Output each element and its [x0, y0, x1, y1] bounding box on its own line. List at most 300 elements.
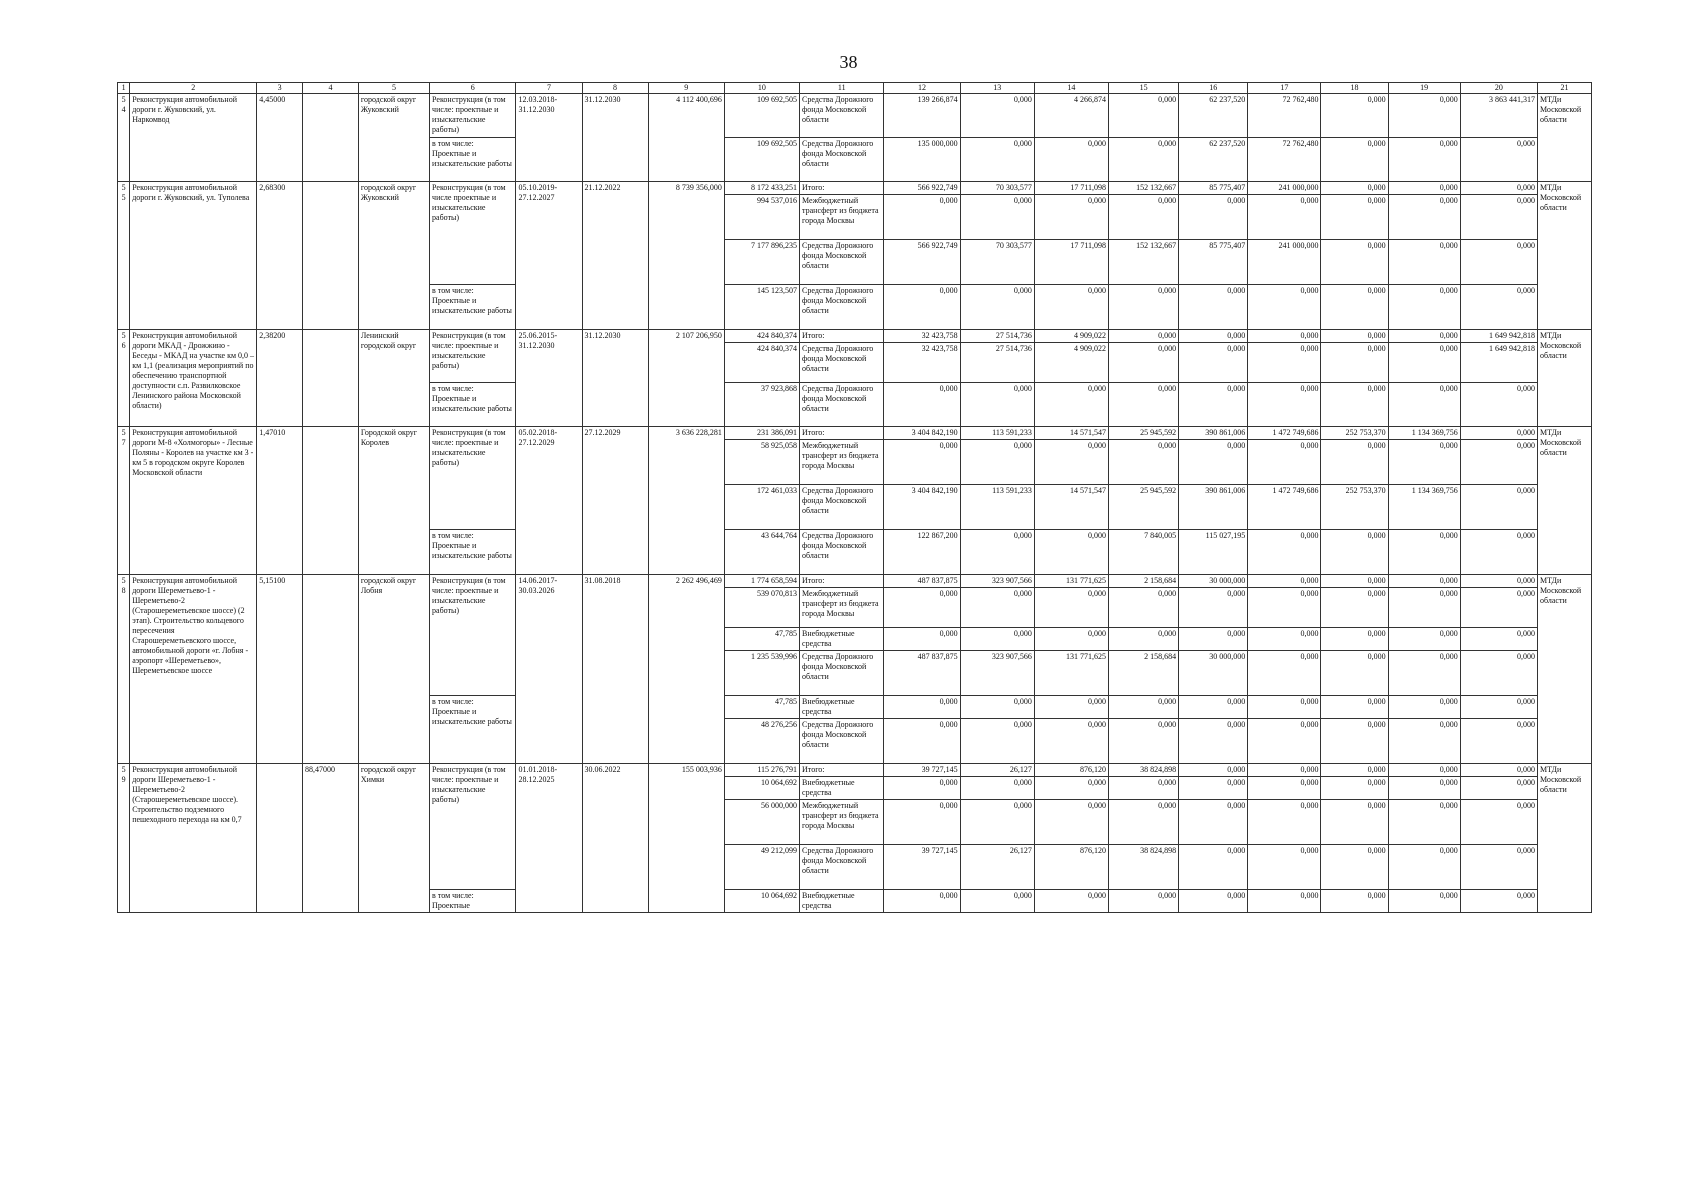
year-value: 26,127: [960, 764, 1034, 777]
year-value: 0,000: [1460, 651, 1537, 696]
year-value: 0,000: [960, 383, 1034, 427]
work-type-sub: в том числе: Проектные и изыскательские работы: [430, 696, 516, 764]
year-value: 0,000: [1388, 182, 1460, 195]
year-value: 0,000: [1248, 651, 1321, 696]
year-value: 0,000: [1109, 696, 1179, 719]
year-value: 152 132,667: [1109, 182, 1179, 195]
financed-amount: 109 692,505: [724, 138, 799, 182]
customer: МТДи Московской области: [1537, 182, 1591, 330]
table-row: [118, 182, 1592, 195]
year-value: 0,000: [1388, 530, 1460, 575]
year-value: 0,000: [884, 440, 960, 485]
year-value: 0,000: [1388, 285, 1460, 330]
year-value: 0,000: [1248, 440, 1321, 485]
funding-source: Средства Дорожного фонда Московской области: [800, 485, 884, 530]
year-value: 0,000: [1109, 343, 1179, 383]
row-number: 54: [118, 94, 130, 182]
object-cost: 2 262 496,469: [648, 575, 724, 764]
year-value: 0,000: [960, 94, 1034, 138]
year-value: 0,000: [1388, 719, 1460, 764]
year-value: 0,000: [1321, 719, 1388, 764]
column-number: 20: [1460, 83, 1537, 94]
funding-source: Итого:: [800, 764, 884, 777]
financed-amount: 48 276,256: [724, 719, 799, 764]
year-value: 0,000: [1388, 845, 1460, 890]
year-value: 0,000: [1321, 138, 1388, 182]
year-value: 0,000: [1179, 195, 1248, 240]
year-value: 0,000: [960, 890, 1034, 913]
year-value: 0,000: [960, 696, 1034, 719]
year-value: 0,000: [1388, 138, 1460, 182]
capacity-value-alt: [302, 330, 358, 427]
funding-source: Внебюджетные средства: [800, 696, 884, 719]
year-value: 62 237,520: [1179, 138, 1248, 182]
year-value: 0,000: [960, 588, 1034, 628]
year-value: 0,000: [1109, 440, 1179, 485]
funding-source: Внебюджетные средства: [800, 890, 884, 913]
year-value: 0,000: [1321, 764, 1388, 777]
year-value: 566 922,749: [884, 240, 960, 285]
municipality: Городской округ Королев: [358, 427, 429, 575]
financed-amount: 145 123,507: [724, 285, 799, 330]
year-value: 0,000: [1388, 890, 1460, 913]
year-value: 0,000: [884, 285, 960, 330]
funding-source: Внебюджетные средства: [800, 628, 884, 651]
year-value: 876,120: [1034, 845, 1108, 890]
page-number: 38: [839, 52, 858, 72]
column-number: 18: [1321, 83, 1388, 94]
customer: МТДи Московской области: [1537, 427, 1591, 575]
year-value: 0,000: [1034, 628, 1108, 651]
year-value: 323 907,566: [960, 651, 1034, 696]
year-value: 38 824,898: [1109, 845, 1179, 890]
object-cost: 3 636 228,281: [648, 427, 724, 575]
year-value: 25 945,592: [1109, 485, 1179, 530]
column-number: 9: [648, 83, 724, 94]
object-cost: 2 107 206,950: [648, 330, 724, 427]
year-value: 0,000: [1388, 588, 1460, 628]
year-value: 0,000: [1460, 588, 1537, 628]
municipality: городской округ Жуковский: [358, 182, 429, 330]
customer: МТДи Московской области: [1537, 94, 1591, 182]
year-value: 0,000: [1460, 777, 1537, 800]
customer: МТДи Московской области: [1537, 330, 1591, 427]
funding-source: Средства Дорожного фонда Московской области: [800, 138, 884, 182]
year-value: 0,000: [1388, 696, 1460, 719]
year-value: 0,000: [1321, 530, 1388, 575]
year-value: 0,000: [1460, 182, 1537, 195]
year-value: 113 591,233: [960, 427, 1034, 440]
year-value: 1 472 749,686: [1248, 485, 1321, 530]
financed-amount: 10 064,692: [724, 890, 799, 913]
year-value: 30 000,000: [1179, 575, 1248, 588]
municipality: городской округ Химки: [358, 764, 429, 913]
year-value: 0,000: [1388, 764, 1460, 777]
year-value: 0,000: [1179, 890, 1248, 913]
funding-source: Итого:: [800, 427, 884, 440]
year-value: 135 000,000: [884, 138, 960, 182]
year-value: 39 727,145: [884, 764, 960, 777]
year-value: 38 824,898: [1109, 764, 1179, 777]
year-value: 0,000: [960, 530, 1034, 575]
year-value: 0,000: [1109, 138, 1179, 182]
year-value: 0,000: [1248, 628, 1321, 651]
year-value: 4 266,874: [1034, 94, 1108, 138]
object-name: Реконструкция автомобильной дороги МКАД - Дрожжино - Беседы - МКАД на участке км 0,0 – км 1,1 (реализация мероприятий по обеспечению транспортной доступности с.п. Развилковское Ленинского района Московской области): [130, 330, 257, 427]
year-value: 0,000: [884, 588, 960, 628]
capacity-value-alt: [302, 94, 358, 182]
financed-amount: 8 172 433,251: [724, 182, 799, 195]
funding-source: Итого:: [800, 182, 884, 195]
year-value: 3 863 441,317: [1460, 94, 1537, 138]
year-value: 3 404 842,190: [884, 427, 960, 440]
object-cost: 155 003,936: [648, 764, 724, 913]
work-type: Реконструкция (в том числе: проектные и изыскательские работы): [430, 764, 516, 890]
column-number: 17: [1248, 83, 1321, 94]
year-value: 0,000: [960, 138, 1034, 182]
year-value: 0,000: [884, 696, 960, 719]
municipality: Ленинский городской округ: [358, 330, 429, 427]
year-value: 0,000: [1388, 575, 1460, 588]
year-value: 0,000: [1248, 195, 1321, 240]
year-value: 0,000: [1321, 440, 1388, 485]
completion-date: 31.08.2018: [582, 575, 648, 764]
capacity-value-alt: [302, 575, 358, 764]
year-value: 0,000: [1109, 588, 1179, 628]
year-value: 1 649 942,818: [1460, 330, 1537, 343]
year-value: 0,000: [1179, 719, 1248, 764]
year-value: 152 132,667: [1109, 240, 1179, 285]
year-value: 0,000: [1179, 285, 1248, 330]
financed-amount: 49 212,099: [724, 845, 799, 890]
object-name: Реконструкция автомобильной дороги г. Жуковский, ул. Туполева: [130, 182, 257, 330]
financed-amount: 56 000,000: [724, 800, 799, 845]
year-value: 0,000: [1460, 845, 1537, 890]
year-value: 0,000: [1248, 530, 1321, 575]
year-value: 0,000: [960, 777, 1034, 800]
year-value: 115 027,195: [1179, 530, 1248, 575]
year-value: 0,000: [1034, 696, 1108, 719]
header-row: [118, 83, 1592, 94]
financed-amount: 1 774 658,594: [724, 575, 799, 588]
funding-source: Средства Дорожного фонда Московской области: [800, 240, 884, 285]
year-value: 0,000: [1388, 383, 1460, 427]
completion-date: 21.12.2022: [582, 182, 648, 330]
year-value: 0,000: [1179, 383, 1248, 427]
object-cost: 8 739 356,000: [648, 182, 724, 330]
completion-date: 27.12.2029: [582, 427, 648, 575]
year-value: 0,000: [1034, 719, 1108, 764]
capacity-value: 2,38200: [257, 330, 303, 427]
column-number: 1: [118, 83, 130, 94]
municipality: городской округ Жуковский: [358, 94, 429, 182]
year-value: 30 000,000: [1179, 651, 1248, 696]
year-value: 0,000: [1388, 343, 1460, 383]
year-value: 113 591,233: [960, 485, 1034, 530]
year-value: 0,000: [1248, 383, 1321, 427]
funding-source: Межбюджетный трансферт из бюджета города Москвы: [800, 588, 884, 628]
work-type: Реконструкция (в том числе: проектные и изыскательские работы): [430, 330, 516, 383]
year-value: 0,000: [1388, 440, 1460, 485]
year-value: 0,000: [1248, 777, 1321, 800]
year-value: 0,000: [1321, 890, 1388, 913]
financed-amount: 47,785: [724, 696, 799, 719]
column-number: 19: [1388, 83, 1460, 94]
year-value: 0,000: [960, 628, 1034, 651]
financed-amount: 37 923,868: [724, 383, 799, 427]
year-value: 0,000: [1034, 890, 1108, 913]
year-value: 0,000: [1179, 343, 1248, 383]
year-value: 14 571,547: [1034, 485, 1108, 530]
object-name: Реконструкция автомобильной дороги Шереметьево-1 - Шереметьево-2 (Старошереметьевское шоссе) (2 этап). Строительство кольцевого пересечения Старошереметьевского шоссе, автомобильной дороги «г. Лобня - аэропорт «Шереметьево», Шереметьевское шоссе: [130, 575, 257, 764]
work-type: Реконструкция (в том числе проектные и изыскательские работы): [430, 182, 516, 285]
year-value: 2 158,684: [1109, 575, 1179, 588]
object-name: Реконструкция автомобильной дороги Шереметьево-1 - Шереметьево-2 (Старошереметьевское шоссе). Строительство подземного пешеходного перехода на км 0,7: [130, 764, 257, 913]
year-value: 876,120: [1034, 764, 1108, 777]
column-number: 10: [724, 83, 799, 94]
year-value: 0,000: [1460, 285, 1537, 330]
funding-source: Средства Дорожного фонда Московской области: [800, 719, 884, 764]
year-value: 72 762,480: [1248, 138, 1321, 182]
capacity-value: 5,15100: [257, 575, 303, 764]
year-value: 0,000: [1460, 195, 1537, 240]
year-value: 0,000: [1109, 383, 1179, 427]
year-value: 0,000: [1460, 383, 1537, 427]
work-type: Реконструкция (в том числе: проектные и изыскательские работы): [430, 427, 516, 530]
row-number: 55: [118, 182, 130, 330]
year-value: 0,000: [884, 890, 960, 913]
year-value: 0,000: [1388, 330, 1460, 343]
column-number: 12: [884, 83, 960, 94]
year-value: 0,000: [884, 800, 960, 845]
year-value: 62 237,520: [1179, 94, 1248, 138]
funding-source: Средства Дорожного фонда Московской области: [800, 343, 884, 383]
financed-amount: 115 276,791: [724, 764, 799, 777]
work-type-sub: в том числе: Проектные и изыскательские работы: [430, 285, 516, 330]
column-number: 15: [1109, 83, 1179, 94]
funding-source: Межбюджетный трансферт из бюджета города Москвы: [800, 800, 884, 845]
municipality: городской округ Лобня: [358, 575, 429, 764]
year-value: 0,000: [1321, 285, 1388, 330]
financed-amount: 424 840,374: [724, 343, 799, 383]
year-value: 0,000: [1248, 575, 1321, 588]
year-value: 0,000: [1034, 285, 1108, 330]
funding-source: Межбюджетный трансферт из бюджета города Москвы: [800, 440, 884, 485]
year-value: 0,000: [1179, 777, 1248, 800]
year-value: 70 303,577: [960, 240, 1034, 285]
year-value: 26,127: [960, 845, 1034, 890]
year-value: 4 909,022: [1034, 330, 1108, 343]
work-type-sub: в том числе: Проектные: [430, 890, 516, 913]
funding-source: Итого:: [800, 330, 884, 343]
year-value: 0,000: [1109, 195, 1179, 240]
year-value: 1 472 749,686: [1248, 427, 1321, 440]
year-value: 0,000: [1109, 285, 1179, 330]
year-value: 70 303,577: [960, 182, 1034, 195]
year-value: 0,000: [1460, 240, 1537, 285]
column-number: 11: [800, 83, 884, 94]
year-value: 0,000: [1109, 719, 1179, 764]
financed-amount: 1 235 539,996: [724, 651, 799, 696]
year-value: 0,000: [1034, 138, 1108, 182]
year-value: 0,000: [1321, 195, 1388, 240]
capacity-value: [257, 764, 303, 913]
year-value: 0,000: [1321, 777, 1388, 800]
year-value: 85 775,407: [1179, 240, 1248, 285]
year-value: 17 711,098: [1034, 240, 1108, 285]
year-value: 0,000: [1321, 628, 1388, 651]
work-dates: 01.01.2018-28.12.2025: [516, 764, 582, 913]
financed-amount: 43 644,764: [724, 530, 799, 575]
work-type-sub: в том числе: Проектные и изыскательские работы: [430, 530, 516, 575]
year-value: 122 867,200: [884, 530, 960, 575]
year-value: 0,000: [1460, 890, 1537, 913]
year-value: 0,000: [1388, 240, 1460, 285]
funding-source: Средства Дорожного фонда Московской области: [800, 845, 884, 890]
year-value: 27 514,736: [960, 343, 1034, 383]
year-value: 0,000: [1321, 845, 1388, 890]
funding-source: Межбюджетный трансферт из бюджета города Москвы: [800, 195, 884, 240]
year-value: 0,000: [1109, 777, 1179, 800]
year-value: 0,000: [1034, 195, 1108, 240]
year-value: 0,000: [1248, 285, 1321, 330]
year-value: 0,000: [1460, 696, 1537, 719]
row-number: 58: [118, 575, 130, 764]
capacity-value: 2,68300: [257, 182, 303, 330]
year-value: 0,000: [1248, 588, 1321, 628]
year-value: 139 266,874: [884, 94, 960, 138]
year-value: 131 771,625: [1034, 575, 1108, 588]
completion-date: 31.12.2030: [582, 94, 648, 182]
year-value: 0,000: [1321, 575, 1388, 588]
year-value: 0,000: [1109, 94, 1179, 138]
row-number: 59: [118, 764, 130, 913]
year-value: 0,000: [1321, 800, 1388, 845]
column-number: 13: [960, 83, 1034, 94]
funding-source: Внебюджетные средства: [800, 777, 884, 800]
year-value: 323 907,566: [960, 575, 1034, 588]
year-value: 0,000: [1460, 440, 1537, 485]
year-value: 0,000: [884, 195, 960, 240]
year-value: 0,000: [1460, 138, 1537, 182]
year-value: 241 000,000: [1248, 240, 1321, 285]
year-value: 0,000: [1179, 440, 1248, 485]
funding-source: Средства Дорожного фонда Московской области: [800, 383, 884, 427]
year-value: 0,000: [1321, 182, 1388, 195]
year-value: 252 753,370: [1321, 485, 1388, 530]
year-value: 1 134 369,756: [1388, 427, 1460, 440]
year-value: 0,000: [884, 628, 960, 651]
year-value: 0,000: [1109, 800, 1179, 845]
year-value: 7 840,005: [1109, 530, 1179, 575]
year-value: 0,000: [1248, 696, 1321, 719]
year-value: 487 837,875: [884, 651, 960, 696]
column-number: 3: [257, 83, 303, 94]
table-row: [118, 764, 1592, 777]
capacity-value-alt: 88,47000: [302, 764, 358, 913]
year-value: 14 571,547: [1034, 427, 1108, 440]
year-value: 0,000: [1460, 530, 1537, 575]
year-value: 0,000: [1179, 696, 1248, 719]
financed-amount: 7 177 896,235: [724, 240, 799, 285]
year-value: 0,000: [1321, 343, 1388, 383]
year-value: 0,000: [1388, 651, 1460, 696]
year-value: 0,000: [1034, 800, 1108, 845]
object-name: Реконструкция автомобильной дороги г. Жуковский, ул. Наркомвод: [130, 94, 257, 182]
funding-source: Итого:: [800, 575, 884, 588]
year-value: 487 837,875: [884, 575, 960, 588]
year-value: 2 158,684: [1109, 651, 1179, 696]
row-number: 56: [118, 330, 130, 427]
object-name: Реконструкция автомобильной дороги М-8 «Холмогоры» - Лесные Поляны - Королев на участке км 3 - км 5 в городском округе Королев Московской области: [130, 427, 257, 575]
year-value: 0,000: [884, 383, 960, 427]
work-type-sub: в том числе: Проектные и изыскательские работы: [430, 138, 516, 182]
work-dates: 12.03.2018-31.12.2030: [516, 94, 582, 182]
funding-source: Средства Дорожного фонда Московской области: [800, 651, 884, 696]
year-value: 0,000: [1034, 383, 1108, 427]
customer: МТДи Московской области: [1537, 575, 1591, 764]
capacity-value-alt: [302, 427, 358, 575]
customer: МТДи Московской области: [1537, 764, 1591, 913]
table-row: [118, 427, 1592, 440]
year-value: 1 134 369,756: [1388, 485, 1460, 530]
year-value: 0,000: [1460, 719, 1537, 764]
year-value: 4 909,022: [1034, 343, 1108, 383]
year-value: 39 727,145: [884, 845, 960, 890]
year-value: 0,000: [1460, 764, 1537, 777]
column-number: 21: [1537, 83, 1591, 94]
year-value: 0,000: [1034, 777, 1108, 800]
year-value: 32 423,758: [884, 330, 960, 343]
year-value: 0,000: [1248, 890, 1321, 913]
completion-date: 30.06.2022: [582, 764, 648, 913]
year-value: 0,000: [1179, 800, 1248, 845]
year-value: 0,000: [960, 195, 1034, 240]
year-value: 0,000: [1248, 764, 1321, 777]
work-type: Реконструкция (в том числе: проектные и изыскательские работы): [430, 94, 516, 138]
financed-amount: 58 925,058: [724, 440, 799, 485]
table-row: [118, 330, 1592, 343]
year-value: 0,000: [1179, 588, 1248, 628]
financed-amount: 10 064,692: [724, 777, 799, 800]
year-value: 0,000: [1321, 240, 1388, 285]
funding-source: Средства Дорожного фонда Московской области: [800, 285, 884, 330]
year-value: 0,000: [1248, 719, 1321, 764]
year-value: 3 404 842,190: [884, 485, 960, 530]
year-value: 131 771,625: [1034, 651, 1108, 696]
year-value: 0,000: [1179, 628, 1248, 651]
year-value: 27 514,736: [960, 330, 1034, 343]
year-value: 0,000: [1321, 330, 1388, 343]
financing-table: [117, 82, 1592, 913]
year-value: 0,000: [1460, 485, 1537, 530]
year-value: 0,000: [1388, 800, 1460, 845]
year-value: 0,000: [1248, 800, 1321, 845]
year-value: 0,000: [1460, 800, 1537, 845]
financed-amount: 47,785: [724, 628, 799, 651]
column-number: 6: [430, 83, 516, 94]
financed-amount: 172 461,033: [724, 485, 799, 530]
year-value: 0,000: [884, 777, 960, 800]
year-value: 390 861,006: [1179, 485, 1248, 530]
year-value: 0,000: [1321, 696, 1388, 719]
year-value: 0,000: [1248, 845, 1321, 890]
year-value: 0,000: [884, 719, 960, 764]
work-type-sub: в том числе: Проектные и изыскательские работы: [430, 383, 516, 427]
financed-amount: 109 692,505: [724, 94, 799, 138]
column-number: 8: [582, 83, 648, 94]
year-value: 0,000: [960, 800, 1034, 845]
